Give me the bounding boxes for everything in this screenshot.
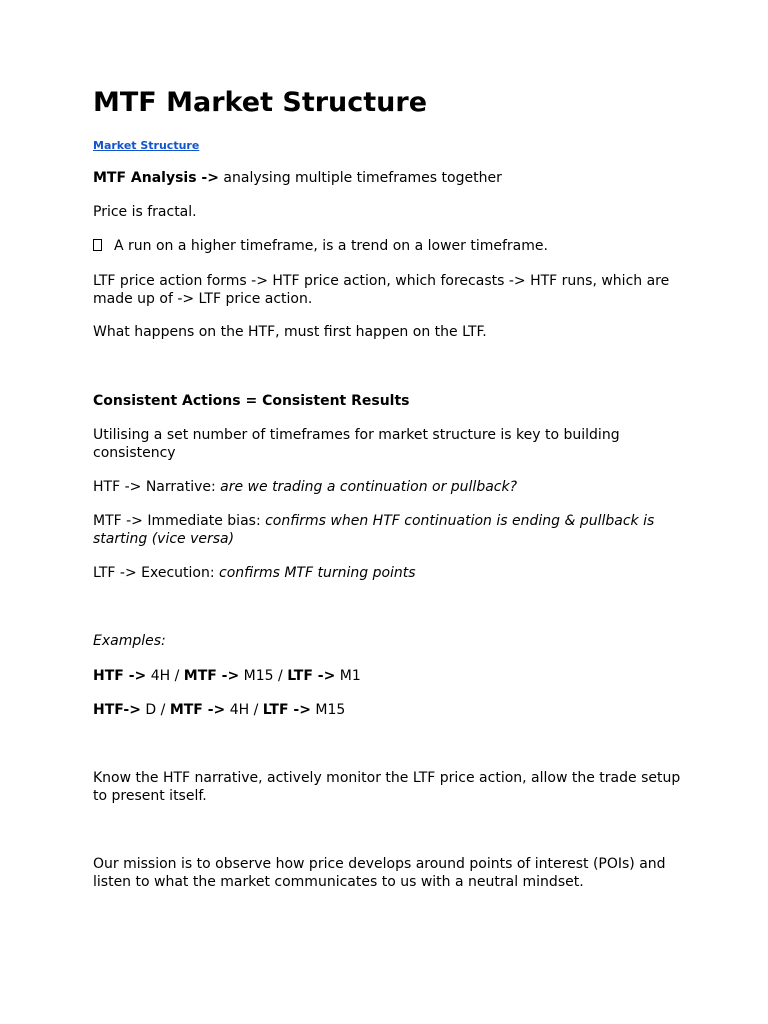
- ltf-forms-paragraph: LTF price action forms -> HTF price action, which forecasts -> HTF runs, which are made up of -> LTF price action.: [93, 273, 670, 307]
- consistent-heading: Consistent Actions = Consistent Results: [93, 393, 410, 409]
- missing-glyph-icon: [93, 239, 102, 251]
- mtf-bias-paragraph: [93, 513, 683, 548]
- htf-narrative-prefix: HTF -> Narrative:: [93, 479, 221, 495]
- mtf-analysis-label: MTF Analysis ->: [93, 170, 219, 186]
- mission-paragraph: Our mission is to observe how price develops around points of interest (POIs) and listen to what the market communicates to us with a neutral mindset.: [93, 856, 666, 890]
- example-1: [93, 668, 683, 686]
- mtf-bias-emphasis: confirms when HTF continuation is ending & pullback is starting (vice versa): [93, 513, 655, 547]
- example1-ltf-value: M1: [335, 668, 361, 684]
- utilising-paragraph: Utilising a set number of timeframes for market structure is key to building consistency: [93, 427, 620, 461]
- example2-mtf-label: MTF ->: [169, 702, 226, 718]
- ltf-execution-emphasis: confirms MTF turning points: [219, 565, 416, 581]
- examples-label: Examples:: [93, 633, 166, 649]
- mtf-analysis-text: analysing multiple timeframes together: [218, 170, 502, 186]
- example-2: [93, 702, 683, 720]
- example2-ltf-value: M15: [310, 702, 346, 718]
- example2-ltf-label: LTF ->: [262, 702, 311, 718]
- ltf-execution-paragraph: [93, 565, 683, 583]
- ltf-execution-prefix: LTF -> Execution:: [93, 565, 220, 581]
- example1-mtf-value: M15 /: [239, 668, 288, 684]
- example1-htf-value: 4H /: [146, 668, 184, 684]
- know-htf-paragraph: Know the HTF narrative, actively monitor the LTF price action, allow the trade setup to present itself.: [93, 770, 681, 804]
- htf-narrative-paragraph: [93, 479, 683, 497]
- example2-htf-label: HTF->: [93, 702, 141, 718]
- run-paragraph: [93, 238, 683, 256]
- example1-ltf-label: LTF ->: [287, 668, 336, 684]
- mtf-analysis-paragraph: [93, 170, 683, 188]
- example1-mtf-label: MTF ->: [183, 668, 240, 684]
- run-text: A run on a higher timeframe, is a trend on a lower timeframe.: [114, 238, 548, 254]
- example1-htf-label: HTF ->: [93, 668, 147, 684]
- example2-htf-value: D /: [140, 702, 170, 718]
- page-title: MTF Market Structure: [93, 87, 428, 118]
- mtf-bias-prefix: MTF -> Immediate bias:: [93, 513, 266, 529]
- fractal-paragraph: Price is fractal.: [93, 204, 197, 220]
- htf-first-paragraph: What happens on the HTF, must first happen on the LTF.: [93, 324, 487, 340]
- example2-mtf-value: 4H /: [225, 702, 263, 718]
- market-structure-link[interactable]: Market Structure: [93, 139, 200, 152]
- htf-narrative-emphasis: are we trading a continuation or pullback?: [220, 479, 518, 495]
